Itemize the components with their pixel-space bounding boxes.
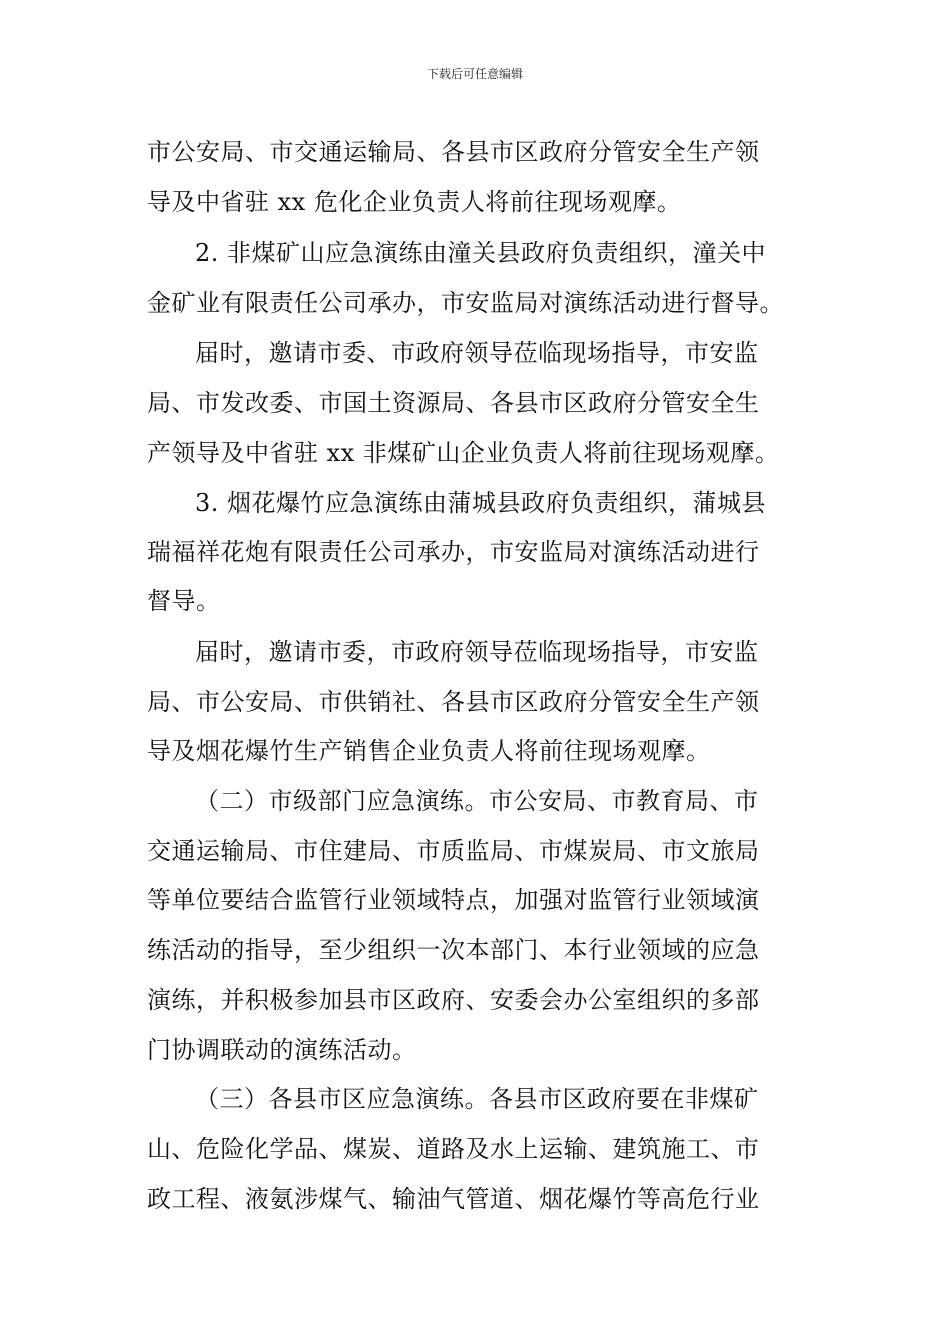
text-line: 市公安局、市交通运输局、各县市区政府分管安全生产领 — [147, 138, 760, 166]
text-line: 2. 非煤矿山应急演练由潼关县政府负责组织，潼关中 — [195, 239, 767, 267]
text-line: 练活动的指导，至少组织一次本部门、本行业领域的应急 — [147, 936, 760, 964]
text-line: 3. 烟花爆竹应急演练由蒲城县政府负责组织，蒲城县 — [195, 489, 767, 517]
text-line: 政工程、液氨涉煤气、输油气管道、烟花爆竹等高危行业 — [147, 1185, 760, 1213]
text-line: 瑞福祥花炮有限责任公司承办，市安监局对演练活动进行 — [147, 538, 760, 566]
text-line: 届时，邀请市委，市政府领导莅临现场指导，市安监 — [195, 638, 759, 666]
text-line: 金矿业有限责任公司承办，市安监局对演练活动进行督导。 — [147, 289, 784, 317]
text-line: 门协调联动的演练活动。 — [147, 1036, 417, 1064]
text-line: （二）市级部门应急演练。市公安局、市教育局、市 — [195, 787, 759, 815]
text-line: 局、市公安局、市供销社、各县市区政府分管安全生产领 — [147, 688, 760, 716]
text-line: （三）各县市区应急演练。各县市区政府要在非煤矿 — [195, 1085, 759, 1113]
text-line: 局、市发改委、市国土资源局、各县市区政府分管安全生 — [147, 389, 760, 417]
text-line: 等单位要结合监管行业领域特点，加强对监管行业领域演 — [147, 886, 760, 914]
text-line: 届时，邀请市委、市政府领导莅临现场指导，市安监 — [195, 339, 759, 367]
text-line: 演练，并积极参加县市区政府、安委会办公室组织的多部 — [147, 986, 760, 1014]
text-line: 导及烟花爆竹生产销售企业负责人将前往现场观摩。 — [147, 737, 711, 765]
text-line: 督导。 — [147, 587, 221, 615]
text-line: 交通运输局、市住建局、市质监局、市煤炭局、市文旅局 — [147, 837, 760, 865]
text-line: 导及中省驻 xx 危化企业负责人将前往现场观摩。 — [147, 188, 682, 216]
text-line: 产领导及中省驻 xx 非煤矿山企业负责人将前往现场观摩。 — [147, 439, 780, 467]
page-header: 下载后可任意编辑 — [426, 67, 523, 81]
text-line: 山、危险化学品、煤炭、道路及水上运输、建筑施工、市 — [147, 1135, 760, 1163]
